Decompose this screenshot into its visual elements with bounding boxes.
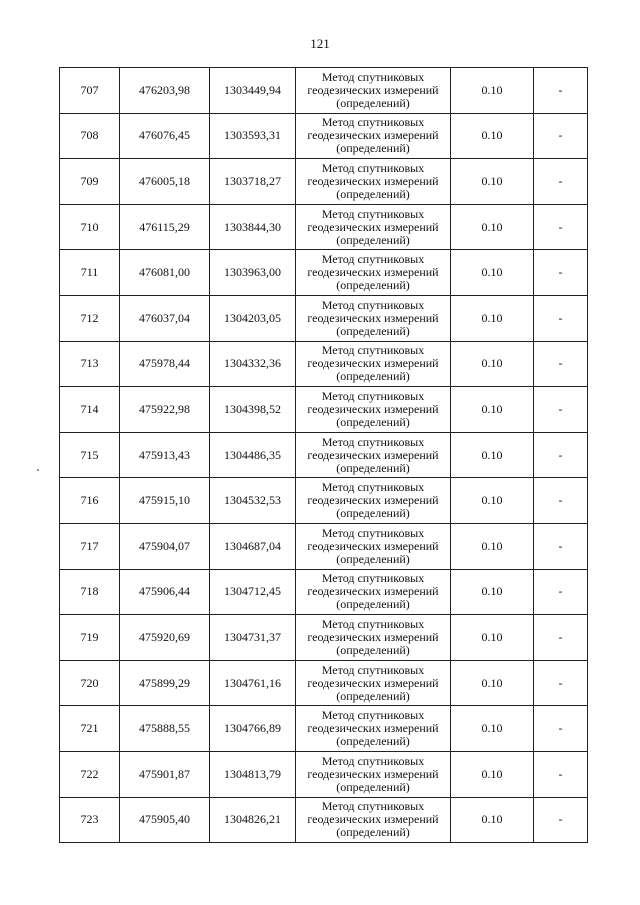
- method-text-line: (определений): [336, 734, 410, 749]
- x-coordinate-cell: 475888,55: [120, 706, 210, 752]
- table-row: [60, 706, 588, 752]
- point-number-cell: 720: [60, 660, 120, 706]
- method-cell: [296, 797, 451, 843]
- method-text-line: Метод спутниковых: [321, 115, 425, 130]
- y-coordinate-cell: 1303844,30: [210, 204, 296, 250]
- y-coordinate-cell: 1304813,79: [210, 751, 296, 797]
- point-number-cell: 718: [60, 569, 120, 615]
- method-text-line: Метод спутниковых: [321, 753, 425, 768]
- note-cell: -: [534, 295, 588, 341]
- table-row: [60, 615, 588, 661]
- method-text-line: геодезических измерений: [307, 675, 439, 690]
- point-number-cell: 708: [60, 113, 120, 159]
- method-cell: [296, 341, 451, 387]
- y-coordinate-cell: 1304766,89: [210, 706, 296, 752]
- method-text-line: (определений): [336, 597, 410, 612]
- method-text-line: (определений): [336, 414, 410, 429]
- x-coordinate-cell: 475920,69: [120, 615, 210, 661]
- method-text-line: Метод спутниковых: [321, 480, 425, 495]
- point-number-cell: 719: [60, 615, 120, 661]
- method-text-line: (определений): [336, 551, 410, 566]
- accuracy-cell: 0.10: [451, 478, 534, 524]
- method-text-line: геодезических измерений: [307, 538, 439, 553]
- accuracy-cell: 0.10: [451, 204, 534, 250]
- y-coordinate-cell: 1303593,31: [210, 113, 296, 159]
- method-text-line: (определений): [336, 186, 410, 201]
- method-cell: [296, 478, 451, 524]
- method-text-line: геодезических измерений: [307, 265, 439, 280]
- method-text-line: геодезических измерений: [307, 493, 439, 508]
- method-text-line: Метод спутниковых: [321, 434, 425, 449]
- method-text-line: геодезических измерений: [307, 629, 439, 644]
- accuracy-cell: 0.10: [451, 569, 534, 615]
- method-text-line: геодезических измерений: [307, 356, 439, 371]
- method-text-line: Метод спутниковых: [321, 525, 425, 540]
- method-text-line: Метод спутниковых: [321, 206, 425, 221]
- accuracy-cell: 0.10: [451, 706, 534, 752]
- note-cell: -: [534, 387, 588, 433]
- method-text-line: (определений): [336, 323, 410, 338]
- y-coordinate-cell: 1304203,05: [210, 295, 296, 341]
- accuracy-cell: 0.10: [451, 523, 534, 569]
- method-text-line: Метод спутниковых: [321, 343, 425, 358]
- note-cell: -: [534, 615, 588, 661]
- x-coordinate-cell: 475906,44: [120, 569, 210, 615]
- method-text-line: геодезических измерений: [307, 310, 439, 325]
- y-coordinate-cell: 1304398,52: [210, 387, 296, 433]
- method-text-line: Метод спутниковых: [321, 388, 425, 403]
- method-cell: [296, 751, 451, 797]
- method-cell: [296, 68, 451, 114]
- method-text-line: Метод спутниковых: [321, 571, 425, 586]
- table-row: [60, 68, 588, 114]
- table-row: [60, 341, 588, 387]
- note-cell: -: [534, 204, 588, 250]
- method-cell: [296, 113, 451, 159]
- method-cell: [296, 706, 451, 752]
- note-cell: -: [534, 68, 588, 114]
- method-cell: [296, 569, 451, 615]
- x-coordinate-cell: 476005,18: [120, 159, 210, 205]
- point-number-cell: 710: [60, 204, 120, 250]
- x-coordinate-cell: 475904,07: [120, 523, 210, 569]
- table-row: [60, 751, 588, 797]
- method-text-line: (определений): [336, 369, 410, 384]
- note-cell: -: [534, 660, 588, 706]
- note-cell: -: [534, 706, 588, 752]
- note-cell: -: [534, 113, 588, 159]
- accuracy-cell: 0.10: [451, 387, 534, 433]
- accuracy-cell: 0.10: [451, 159, 534, 205]
- accuracy-cell: 0.10: [451, 660, 534, 706]
- method-text-line: (определений): [336, 642, 410, 657]
- method-text-line: (определений): [336, 506, 410, 521]
- note-cell: -: [534, 341, 588, 387]
- accuracy-cell: 0.10: [451, 113, 534, 159]
- x-coordinate-cell: 475978,44: [120, 341, 210, 387]
- y-coordinate-cell: 1304761,16: [210, 660, 296, 706]
- method-text-line: (определений): [336, 278, 410, 293]
- method-text-line: геодезических измерений: [307, 128, 439, 143]
- method-text-line: (определений): [336, 460, 410, 475]
- y-coordinate-cell: 1304712,45: [210, 569, 296, 615]
- note-cell: -: [534, 478, 588, 524]
- method-cell: [296, 523, 451, 569]
- note-cell: -: [534, 523, 588, 569]
- accuracy-cell: 0.10: [451, 341, 534, 387]
- note-cell: -: [534, 751, 588, 797]
- method-cell: [296, 159, 451, 205]
- accuracy-cell: 0.10: [451, 250, 534, 296]
- point-number-cell: 722: [60, 751, 120, 797]
- method-text-line: Метод спутниковых: [321, 662, 425, 677]
- table-row: [60, 295, 588, 341]
- y-coordinate-cell: 1303963,00: [210, 250, 296, 296]
- method-text-line: Метод спутниковых: [321, 160, 425, 175]
- note-cell: -: [534, 569, 588, 615]
- y-coordinate-cell: 1303718,27: [210, 159, 296, 205]
- table-row: [60, 523, 588, 569]
- coordinates-table: [59, 67, 588, 843]
- method-text-line: Метод спутниковых: [321, 708, 425, 723]
- table-row: [60, 432, 588, 478]
- note-cell: -: [534, 797, 588, 843]
- method-text-line: (определений): [336, 95, 410, 110]
- point-number-cell: 712: [60, 295, 120, 341]
- method-text-line: Метод спутниковых: [321, 69, 425, 84]
- method-text-line: (определений): [336, 688, 410, 703]
- accuracy-cell: 0.10: [451, 615, 534, 661]
- point-number-cell: 715: [60, 432, 120, 478]
- x-coordinate-cell: 475901,87: [120, 751, 210, 797]
- table-row: [60, 797, 588, 843]
- method-text-line: (определений): [336, 141, 410, 156]
- point-number-cell: 723: [60, 797, 120, 843]
- note-cell: -: [534, 159, 588, 205]
- method-text-line: (определений): [336, 825, 410, 840]
- method-text-line: Метод спутниковых: [321, 252, 425, 267]
- point-number-cell: 713: [60, 341, 120, 387]
- point-number-cell: 709: [60, 159, 120, 205]
- accuracy-cell: 0.10: [451, 432, 534, 478]
- point-number-cell: 721: [60, 706, 120, 752]
- table-row: [60, 159, 588, 205]
- method-text-line: геодезических измерений: [307, 447, 439, 462]
- x-coordinate-cell: 476076,45: [120, 113, 210, 159]
- y-coordinate-cell: 1304687,04: [210, 523, 296, 569]
- method-cell: [296, 387, 451, 433]
- page-number: 121: [310, 36, 330, 51]
- table-row: [60, 204, 588, 250]
- method-text-line: геодезических измерений: [307, 219, 439, 234]
- table-row: [60, 569, 588, 615]
- point-number-cell: 711: [60, 250, 120, 296]
- y-coordinate-cell: 1303449,94: [210, 68, 296, 114]
- note-cell: -: [534, 250, 588, 296]
- x-coordinate-cell: 476203,98: [120, 68, 210, 114]
- method-cell: [296, 204, 451, 250]
- y-coordinate-cell: 1304826,21: [210, 797, 296, 843]
- scan-speck: [37, 469, 39, 471]
- point-number-cell: 717: [60, 523, 120, 569]
- method-text-line: геодезических измерений: [307, 82, 439, 97]
- method-text-line: (определений): [336, 232, 410, 247]
- method-cell: [296, 660, 451, 706]
- method-cell: [296, 295, 451, 341]
- method-text-line: Метод спутниковых: [321, 297, 425, 312]
- method-text-line: Метод спутниковых: [321, 616, 425, 631]
- x-coordinate-cell: 476081,00: [120, 250, 210, 296]
- method-cell: [296, 432, 451, 478]
- y-coordinate-cell: 1304486,35: [210, 432, 296, 478]
- x-coordinate-cell: 475913,43: [120, 432, 210, 478]
- table-row: [60, 250, 588, 296]
- method-text-line: геодезических измерений: [307, 812, 439, 827]
- y-coordinate-cell: 1304532,53: [210, 478, 296, 524]
- method-text-line: геодезических измерений: [307, 721, 439, 736]
- method-text-line: геодезических измерений: [307, 766, 439, 781]
- accuracy-cell: 0.10: [451, 295, 534, 341]
- accuracy-cell: 0.10: [451, 797, 534, 843]
- method-text-line: геодезических измерений: [307, 173, 439, 188]
- note-cell: -: [534, 432, 588, 478]
- accuracy-cell: 0.10: [451, 68, 534, 114]
- x-coordinate-cell: 475922,98: [120, 387, 210, 433]
- method-cell: [296, 615, 451, 661]
- table-row: [60, 113, 588, 159]
- method-text-line: (определений): [336, 779, 410, 794]
- point-number-cell: 714: [60, 387, 120, 433]
- x-coordinate-cell: 475915,10: [120, 478, 210, 524]
- point-number-cell: 707: [60, 68, 120, 114]
- table-row: [60, 660, 588, 706]
- x-coordinate-cell: 475905,40: [120, 797, 210, 843]
- accuracy-cell: 0.10: [451, 751, 534, 797]
- point-number-cell: 716: [60, 478, 120, 524]
- table-row: [60, 387, 588, 433]
- coordinates-table-body: [60, 68, 588, 843]
- method-text-line: геодезических измерений: [307, 584, 439, 599]
- y-coordinate-cell: 1304332,36: [210, 341, 296, 387]
- x-coordinate-cell: 476115,29: [120, 204, 210, 250]
- method-text-line: Метод спутниковых: [321, 799, 425, 814]
- table-row: [60, 478, 588, 524]
- method-cell: [296, 250, 451, 296]
- method-text-line: геодезических измерений: [307, 401, 439, 416]
- x-coordinate-cell: 475899,29: [120, 660, 210, 706]
- y-coordinate-cell: 1304731,37: [210, 615, 296, 661]
- x-coordinate-cell: 476037,04: [120, 295, 210, 341]
